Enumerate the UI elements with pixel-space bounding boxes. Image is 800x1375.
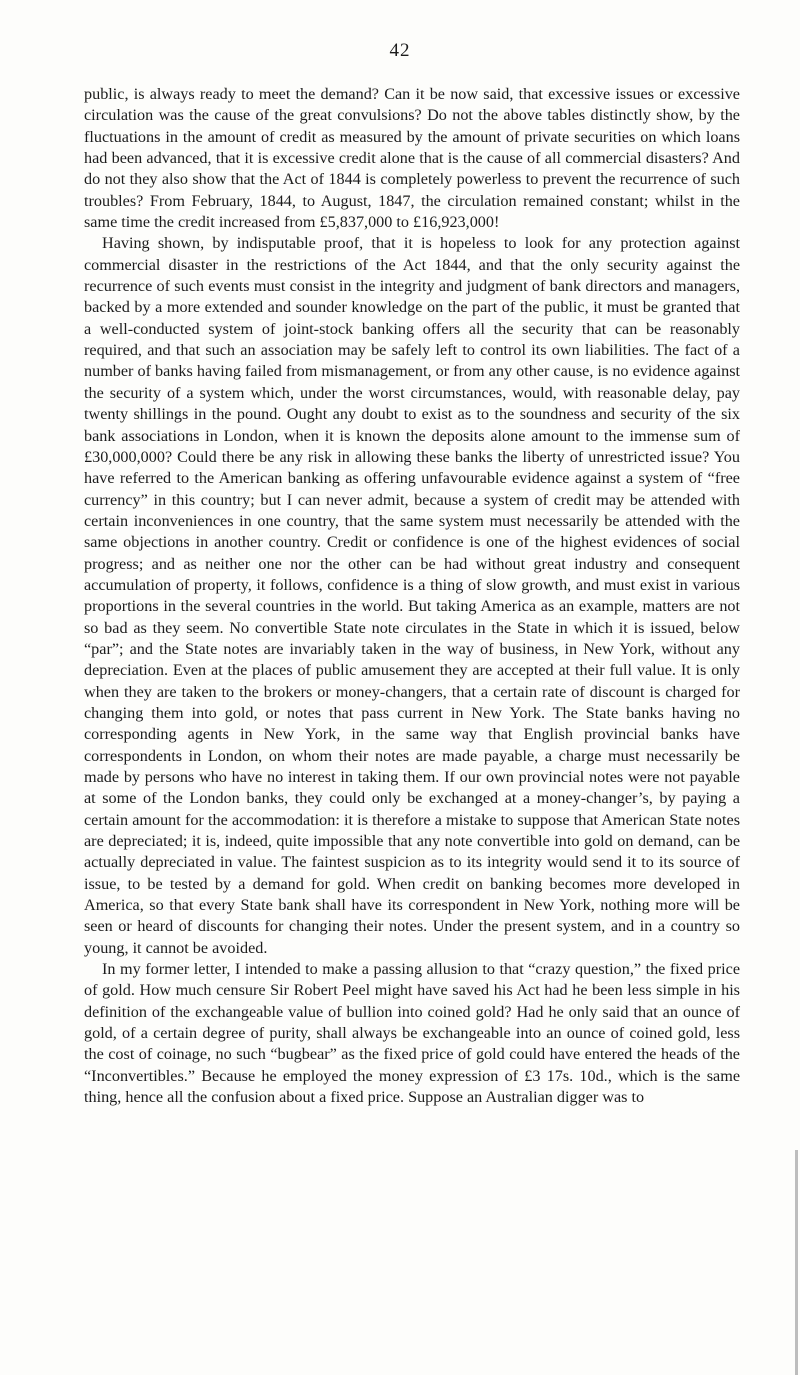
paragraph-fixed-price-of-gold: In my former letter, I intended to make a passing allusion to that “crazy question,” the fixed price of gold. How much censure Sir Robert Peel might have saved his Act had he been less simple in his definition of the exchangeable value of bullion into coined gold? Had he only said that an ounce of gold, of a certain degree of purity, shall always be exchangeable into an ounce of coined gold, less the cost of coinage, no such “bugbear” as the fixed price of gold could have entered the heads of the “Inconvertibles.” Because he employed the money expression of £3 17s. 10d., which is the same thing, hence all the confusion about a fixed price. Suppose an Australian digger was to (84, 960, 740, 1107)
paragraph-joint-stock-banking: Having shown, by indisputable proof, that it is hopeless to look for any protection against commercial disaster in the restrictions of the Act 1844, and that the only security against the recurrence of such events must consist in the integrity and judgment of bank directors and managers, backed by a more extended and sounder knowledge on the part of the public, it must be granted that a well-conducted system of joint-stock banking offers all the security that can be reasonably required, and that such an association may be safely left to control its own liabilities. The fact of a number of banks having failed from mismanagement, or from any other cause, is no evidence against the security of a system which, under the worst circumstances, would, with reasonable delay, pay twenty shillings in the pound. Ought any doubt to exist as to the soundness and security of the six bank associations in London, when it is known the deposits alone amount to the immense sum of £30,000,000? Could there be any risk in allowing these banks the liberty of unrestricted issue? You have referred to the American banking as offering unfavourable evidence against a system of “free currency” in this country; but I can never admit, because a system of credit may be attended with certain inconveniences in one country, that the same system must necessarily be attended with the same objections in another country. Credit or confidence is one of the highest evidences of social progress; and as neither one nor the other can be had without great industry and consequent accumulation of property, it follows, confidence is a thing of slow growth, and must exist in various proportions in the several countries in the world. But taking America as an example, matters are not so bad as they seem. No convertible State note circulates in the State in which it is issued, below “par”; and the State notes are invariably taken in the way of business, in New York, without any depreciation. Even at the places of public amusement they are accepted at their full value. It is only when they are taken to the brokers or money-changers, that a certain rate of discount is charged for changing them into gold, or notes that pass current in New York. The State banks having no corresponding agents in New York, in the same way that English provincial banks have correspondents in London, on whom their notes are made payable, a charge must necessarily be made by persons who have no interest in taking them. If our own provincial notes were not payable at some of the London banks, they could only be exchanged at a money-changer’s, by paying a certain amount for the accommodation: it is therefore a mistake to suppose that American State notes are depreciated; it is, indeed, quite impossible that any note convertible into gold on demand, can be actually depreciated in value. The faintest suspicion as to its integrity would send it to its source of issue, to be tested by a demand for gold. When credit on banking becomes more developed in America, so that every State bank shall have its correspondent in New York, nothing more will be seen or heard of discounts for changing their notes. Under the present system, and in a country so young, it cannot be avoided. (84, 234, 740, 957)
page-edge-shadow (795, 1150, 798, 1375)
page-number: 42 (389, 40, 411, 61)
page-body-text (84, 84, 740, 1109)
paragraph-continuation: public, is always ready to meet the demand? Can it be now said, that excessive issues or excessive circulation was the cause of the great convulsions? Do not the above tables distinctly show, by the fluctuations in the amount of credit as measured by the amount of private securities on which loans had been advanced, that it is excessive credit alone that is the cause of all commercial disasters? And do not they also show that the Act of 1844 is completely powerless to prevent the recurrence of such troubles? From February, 1844, to August, 1847, the circulation remained constant; whilst in the same time the credit increased from £5,837,000 to £16,923,000! (84, 85, 740, 232)
